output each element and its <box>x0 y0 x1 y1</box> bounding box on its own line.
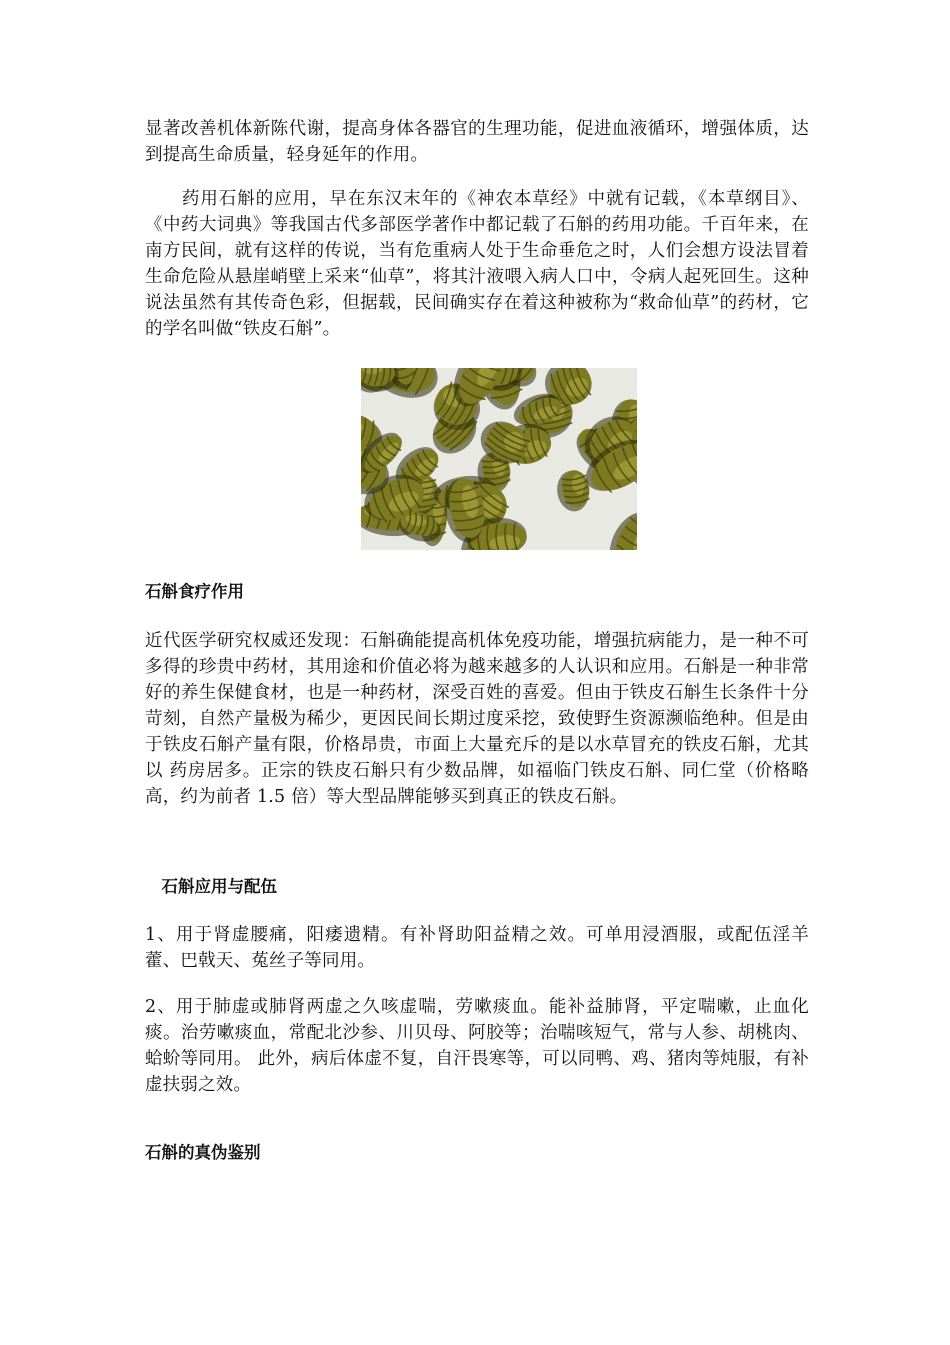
paragraph-modern-research: 近代医学研究权威还发现：石斛确能提高机体免疫功能，增强抗病能力，是一种不可多得的珍贵中药材，其用途和价值必将为越来越多的人认识和应用。石斛是一种非常好的养生保健食材，也是一种药材，深受百姓的喜爱。但由于铁皮石斛生长条件十分苛刻，自然产量极为稀少，更因民间长期过度采挖，致使野生资源濒临绝种。但是由于铁皮石斛产量有限，价格昂贵，市面上大量充斥的是以水草冒充的铁皮石斛，尤其以 药房居多。正宗的铁皮石斛只有少数品牌，如福临门铁皮石斛、同仁堂（价格略高，约为前者 1.5 倍）等大型品牌能够买到真正的铁皮石斛。 <box>145 631 809 807</box>
heading-dietary-use: 石斛食疗作用 <box>145 582 244 601</box>
heading-application: 石斛应用与配伍 <box>145 877 277 896</box>
paragraph-history: 药用石斛的应用，早在东汉末年的《神农本草经》中就有记载，《本草纲目》、《中药大词典》等我国古代多部医学著作中都记载了石斛的药用功能。千百年来，在南方民间，就有这样的传说，当有危重病人处于生命垂危之时，人们会想方设法冒着生命危险从悬崖峭壁上采来“仙草”，将其汁液喂入病人口中，令病人起死回生。这种说法虽然有其传奇色彩，但据载，民间确实存在着这种被称为“救命仙草”的药材，它的学名叫做“铁皮石斛”。 <box>145 189 809 339</box>
paragraph-usage-1: 1、用于肾虚腰痛，阳痿遗精。有补肾助阳益精之效。可单用浸酒服，或配伍淫羊藿、巴戟天、菟丝子等同用。 <box>145 925 809 971</box>
dendrobium-photo <box>361 368 637 550</box>
paragraph-metabolism: 显著改善机体新陈代谢，提高身体各器官的生理功能，促进血液循环，增强体质，达到提高生命质量，轻身延年的作用。 <box>145 119 809 165</box>
paragraph-usage-2: 2、用于肺虚或肺肾两虚之久咳虚喘，劳嗽痰血。能补益肺肾，平定喘嗽，止血化痰。治劳嗽痰血，常配北沙参、川贝母、阿胶等；治喘咳短气，常与人参、胡桃肉、蛤蚧等同用。 此外，病后体虚不复，自汗畏寒等，可以同鸭、鸡、猪肉等炖服，有补虚扶弱之效。 <box>145 997 809 1095</box>
heading-authenticity: 石斛的真伪鉴别 <box>145 1143 261 1162</box>
dendrobium-image <box>361 368 637 550</box>
